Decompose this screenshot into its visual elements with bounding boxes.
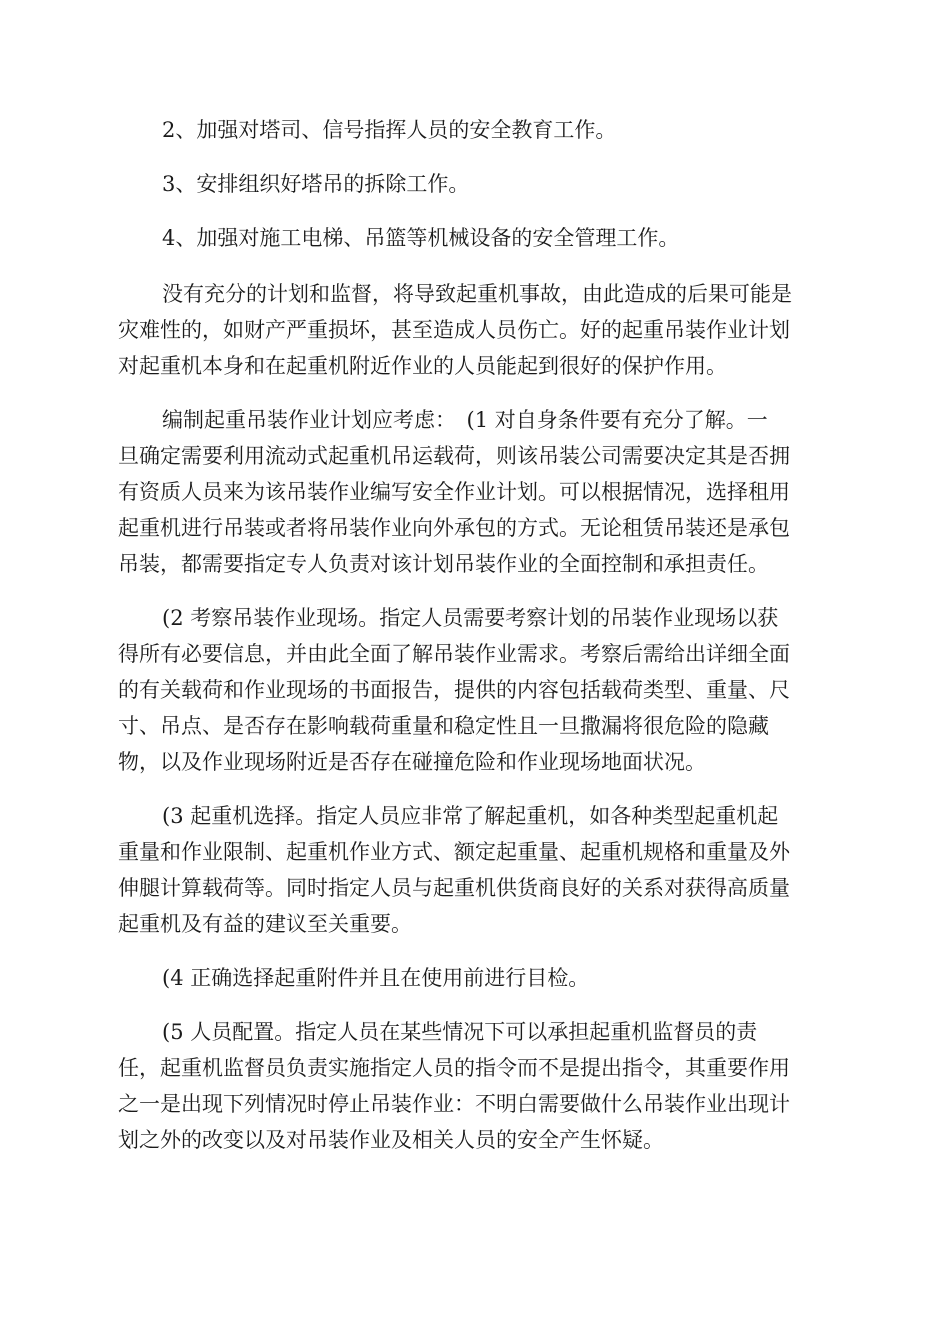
text-line: 起重机及有益的建议至关重要。 [118, 912, 412, 936]
text-line: 的有关载荷和作业现场的书面报告，提供的内容包括载荷类型、重量、尺 [118, 678, 790, 702]
text-line: 重量和作业限制、起重机作业方式、额定起重量、起重机规格和重量及外 [118, 840, 790, 864]
text-line: 物，以及作业现场附近是否存在碰撞危险和作业现场地面状况。 [118, 750, 706, 774]
text-line: 之一是出现下列情况时停止吊装作业：不明白需要做什么吊装作业出现计 [118, 1092, 790, 1116]
text-line: 得所有必要信息，并由此全面了解吊装作业需求。考察后需给出详细全面 [118, 642, 790, 666]
text-line: 4、加强对施工电梯、吊篮等机械设备的安全管理工作。 [162, 226, 680, 250]
text-line: 任，起重机监督员负责实施指定人员的指令而不是提出指令，其重要作用 [118, 1056, 790, 1080]
text-line: 编制起重吊装作业计划应考虑： (1 对自身条件要有充分了解。一 [162, 408, 768, 432]
text-line: 旦确定需要利用流动式起重机吊运载荷，则该吊装公司需要决定其是否拥 [118, 444, 790, 468]
text-line: 没有充分的计划和监督，将导致起重机事故，由此造成的后果可能是 [162, 282, 792, 306]
text-line: 有资质人员来为该吊装作业编写安全作业计划。可以根据情况，选择租用 [118, 480, 790, 504]
text-line: 吊装，都需要指定专人负责对该计划吊装作业的全面控制和承担责任。 [118, 552, 769, 576]
text-line: (3 起重机选择。指定人员应非常了解起重机，如各种类型起重机起 [162, 804, 779, 828]
text-line: (5 人员配置。指定人员在某些情况下可以承担起重机监督员的责 [162, 1020, 758, 1044]
text-line: 寸、吊点、是否存在影响载荷重量和稳定性且一旦撒漏将很危险的隐藏 [118, 714, 769, 738]
text-line: 2、加强对塔司、信号指挥人员的安全教育工作。 [162, 118, 617, 142]
text-line: 起重机进行吊装或者将吊装作业向外承包的方式。无论租赁吊装还是承包 [118, 516, 790, 540]
text-line: (2 考察吊装作业现场。指定人员需要考察计划的吊装作业现场以获 [162, 606, 779, 630]
text-line: 灾难性的，如财产严重损坏，甚至造成人员伤亡。好的起重吊装作业计划 [118, 318, 790, 342]
text-line: 划之外的改变以及对吊装作业及相关人员的安全产生怀疑。 [118, 1128, 664, 1152]
text-line: 对起重机本身和在起重机附近作业的人员能起到很好的保护作用。 [118, 354, 727, 378]
text-line: 3、安排组织好塔吊的拆除工作。 [162, 172, 470, 196]
text-line: 伸腿计算载荷等。同时指定人员与起重机供货商良好的关系对获得高质量 [118, 876, 790, 900]
text-line: (4 正确选择起重附件并且在使用前进行目检。 [162, 966, 590, 990]
